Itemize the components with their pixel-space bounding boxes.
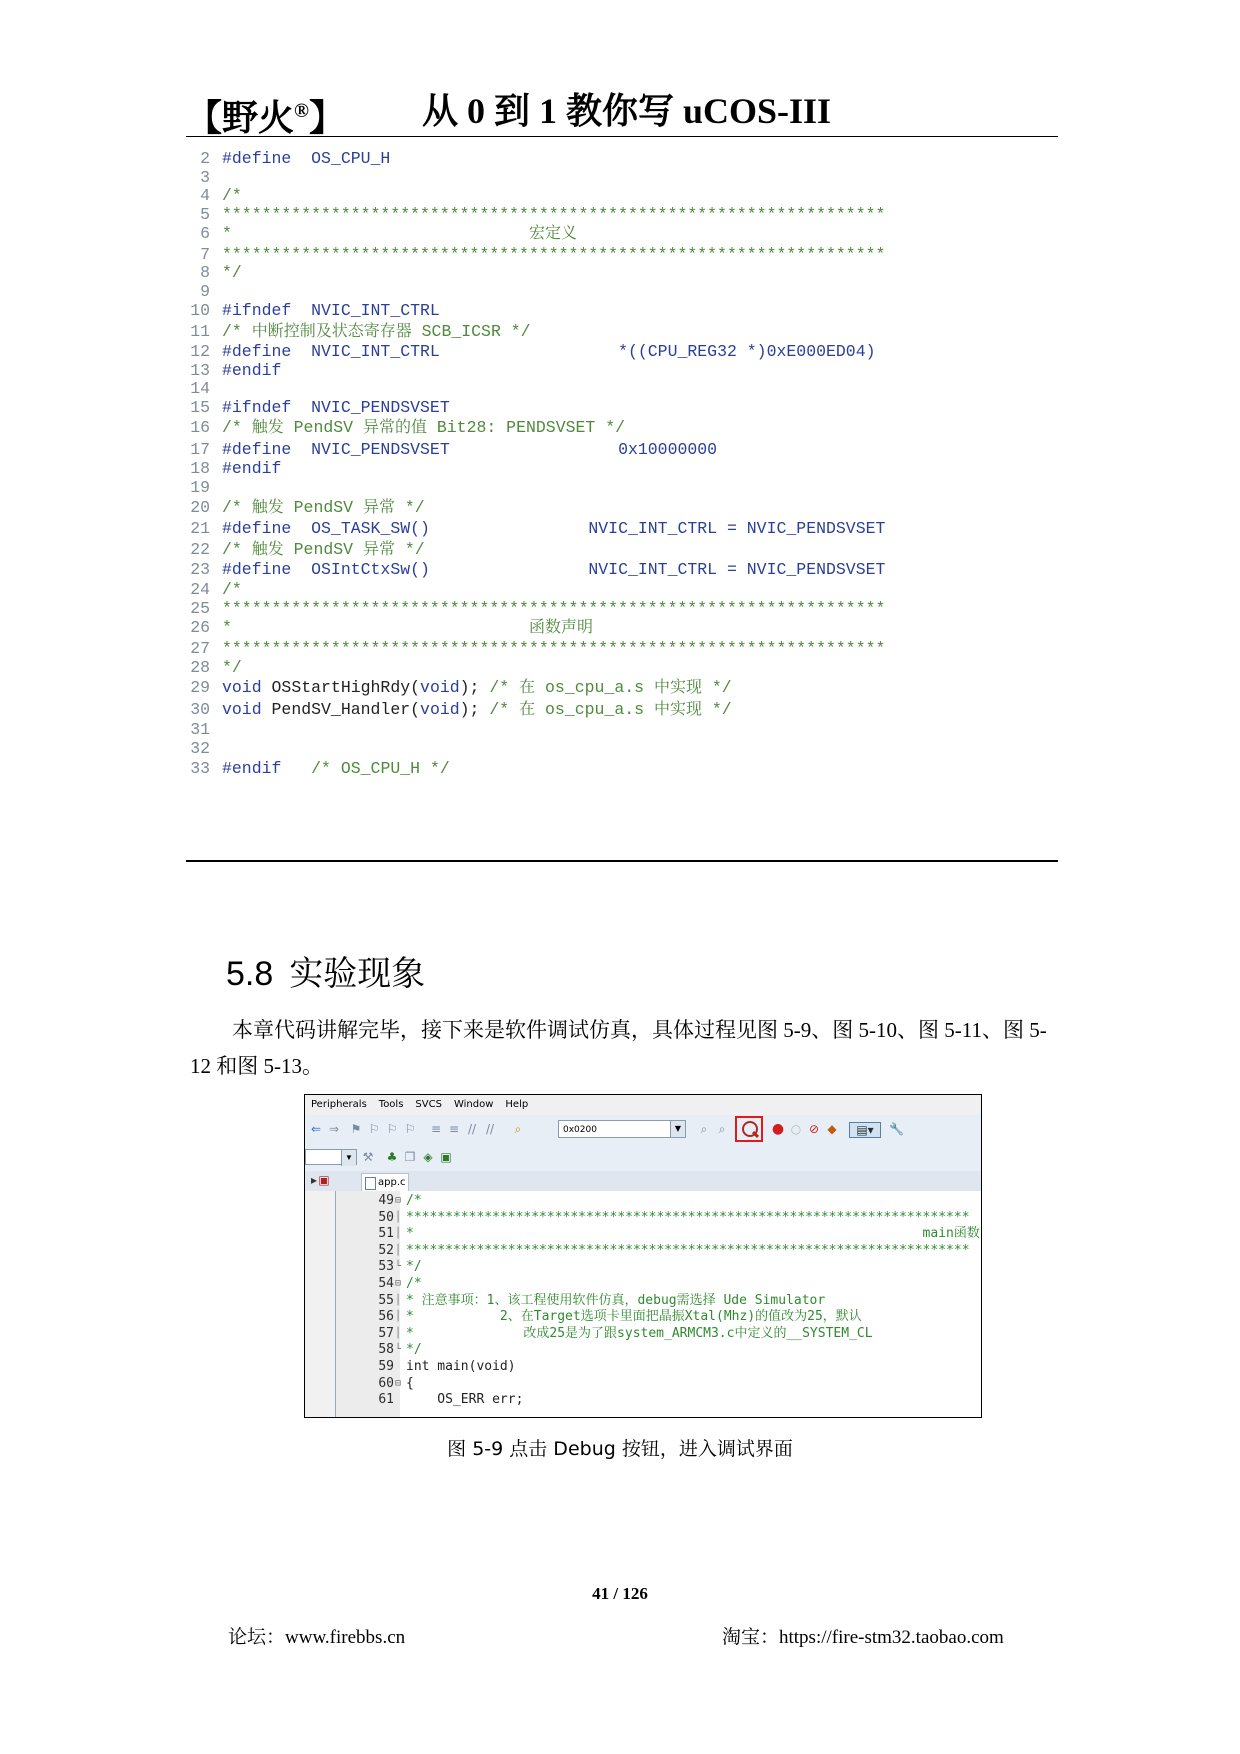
find-icon[interactable]: ⌕ — [700, 1122, 708, 1136]
section-heading — [226, 952, 425, 996]
code-token: void — [420, 678, 460, 697]
editor-line — [336, 1309, 982, 1326]
editor-line-text: * main函数 — [406, 1226, 980, 1242]
code-token: #define OSIntCtxSw() NVIC_INT_CTRL = NVIC_PENDSVSET — [222, 560, 886, 579]
breakpoint-disable-icon[interactable]: ○ — [790, 1122, 802, 1136]
code-token: * — [222, 224, 529, 243]
tab-app-c[interactable]: app.c — [361, 1173, 409, 1191]
editor-line-text: OS_ERR err; — [406, 1392, 524, 1408]
editor-line-number: 50 — [378, 1209, 394, 1225]
code-token: OSStartHighRdy( — [261, 678, 421, 697]
ide-menubar — [305, 1095, 981, 1115]
editor-line-text: ************************************************************************ — [406, 1209, 970, 1225]
editor-line — [336, 1342, 982, 1359]
menu-item-help[interactable]: Help — [505, 1099, 529, 1110]
editor-line-number: 56 — [378, 1309, 394, 1325]
page-header — [186, 86, 1058, 137]
editor-line — [336, 1210, 982, 1227]
copy-icon[interactable]: ❐ — [404, 1150, 416, 1164]
section-title: 实验现象 — [289, 954, 426, 994]
code-line — [186, 222, 1058, 244]
code-line — [186, 676, 1058, 698]
code-token: #endif — [222, 759, 282, 778]
code-token: ); — [459, 678, 490, 697]
editor-line — [336, 1376, 982, 1393]
code-line — [186, 538, 1058, 560]
code-token: /* — [222, 418, 252, 437]
line-number: 18 — [190, 459, 210, 478]
code-token: void — [420, 700, 460, 719]
editor-line-text: * 2、在Target选项卡里面把晶振Xtal(Mhz)的值改为25，默认 — [406, 1309, 862, 1325]
code-token: ******************************************************************* — [222, 205, 886, 224]
breakpoint-icon[interactable]: ● — [771, 1121, 785, 1137]
panel-icon[interactable]: ▸ — [310, 1173, 318, 1187]
code-token: /* — [222, 186, 242, 205]
ide-screenshot-figure — [304, 1094, 982, 1418]
code-line — [186, 320, 1058, 342]
line-number: 24 — [190, 580, 210, 599]
editor-line — [336, 1293, 982, 1310]
code-token: void — [222, 700, 262, 719]
line-number: 3 — [200, 168, 210, 187]
line-number: 13 — [190, 361, 210, 380]
code-token: */ — [222, 658, 242, 677]
code-editor[interactable] — [335, 1191, 982, 1417]
code-listing — [186, 148, 1058, 862]
wrench-icon[interactable]: 🔧 — [889, 1122, 904, 1136]
code-token: PendSV — [283, 498, 363, 517]
code-line — [186, 738, 1058, 760]
code-line — [186, 416, 1058, 438]
fold-marker-icon: │ — [395, 1294, 402, 1306]
line-number: 19 — [190, 478, 210, 497]
editor-line-number: 54 — [378, 1276, 394, 1291]
debug-button[interactable] — [735, 1116, 763, 1142]
indent-icon[interactable]: ≡ — [430, 1122, 442, 1136]
code-token: /* — [222, 322, 252, 341]
fold-marker-icon[interactable]: ⊟ — [395, 1278, 402, 1289]
code-line — [186, 616, 1058, 638]
ide-toolbar-target — [305, 1145, 981, 1172]
line-number: 8 — [200, 263, 210, 282]
close-icon[interactable]: ▣ — [318, 1173, 330, 1187]
bookmark-icon[interactable]: ⚑ — [350, 1122, 362, 1136]
code-line — [186, 559, 1058, 581]
editor-line-number: 52 — [378, 1242, 394, 1258]
fold-marker-icon: │ — [395, 1311, 402, 1323]
target-options-icon[interactable]: ⚒ — [362, 1150, 374, 1164]
code-token: 在 — [519, 677, 536, 696]
line-number: 32 — [190, 739, 210, 758]
code-token: #define NVIC_INT_CTRL *((CPU_REG32 *)0xE000ED04) — [222, 342, 876, 361]
brand-title: 【野火®】 — [186, 98, 345, 138]
code-token: 异常的值 — [362, 417, 427, 436]
line-number: 22 — [190, 540, 210, 559]
code-token: void — [222, 678, 262, 697]
code-token: PendSV_Handler( — [261, 700, 421, 719]
code-token: 中断控制及状态寄存器 — [251, 321, 412, 340]
chevron-down-icon[interactable]: ▼ — [341, 1150, 356, 1166]
incremental-find-icon[interactable]: ⌕ — [718, 1122, 726, 1136]
line-number: 17 — [190, 440, 210, 459]
code-token: Bit28: PENDSVSET */ — [426, 418, 626, 437]
bookmark-prev-icon[interactable]: ⚐ — [368, 1122, 380, 1136]
code-line — [186, 698, 1058, 720]
code-token: */ — [394, 540, 425, 559]
code-token: ******************************************************************* — [222, 639, 886, 658]
code-token: os_cpu_a.s — [535, 678, 654, 697]
code-token: 触发 — [251, 417, 284, 436]
target-combo[interactable]: 0x0200 ▼ — [558, 1120, 686, 1138]
comment-icon[interactable]: // — [467, 1122, 477, 1136]
line-number: 16 — [190, 418, 210, 437]
select-packs-icon[interactable]: ◈ — [423, 1150, 433, 1164]
line-number: 5 — [200, 205, 210, 224]
footer-forum-link[interactable]: 论坛：www.firebbs.cn — [228, 1627, 406, 1648]
line-number: 23 — [190, 560, 210, 579]
line-number: 30 — [190, 700, 210, 719]
editor-line-number: 55 — [378, 1292, 394, 1308]
code-token: */ — [394, 498, 425, 517]
editor-line-number: 53 — [378, 1259, 394, 1275]
editor-line-text: * 改成25是为了跟system_ARMCM3.c中定义的__SYSTEM_CL — [406, 1325, 873, 1341]
ide-toolbar-build — [305, 1115, 981, 1146]
code-token: #define OS_CPU_H — [222, 149, 391, 168]
code-token: 触发 — [251, 497, 284, 516]
unindent-icon[interactable]: ≡ — [448, 1122, 460, 1136]
fold-marker-icon: │ — [395, 1327, 402, 1339]
fold-marker-icon: │ — [395, 1211, 402, 1223]
code-token: os_cpu_a.s — [535, 700, 654, 719]
code-token: 触发 — [251, 539, 284, 558]
editor-tabbar — [305, 1171, 981, 1191]
code-token: 异常 — [362, 539, 395, 558]
code-token: #define NVIC_PENDSVSET 0x10000000 — [222, 440, 718, 459]
editor-line-text: { — [406, 1375, 414, 1391]
code-token: #ifndef NVIC_PENDSVSET — [222, 398, 450, 417]
editor-line — [336, 1259, 982, 1276]
code-token: 在 — [519, 699, 536, 718]
code-token: SCB_ICSR */ — [411, 322, 531, 341]
code-line — [186, 496, 1058, 518]
pack-installer-icon[interactable]: ▣ — [440, 1150, 452, 1164]
menu-item-window[interactable]: Window — [453, 1099, 494, 1110]
bookmark-next-icon[interactable]: ⚐ — [386, 1122, 398, 1136]
editor-line-number: 61 — [378, 1392, 394, 1408]
line-number: 28 — [190, 658, 210, 677]
line-number: 7 — [200, 245, 210, 264]
code-token: /* — [222, 540, 252, 559]
code-token: /* — [222, 498, 252, 517]
manage-project-icon[interactable]: ♣ — [386, 1150, 398, 1164]
body-paragraph: 本章代码讲解完毕，接下来是软件调试仿真，具体过程见图 5-9、图 5-10、图 5-11、图 5-12 和图 5-13。 — [190, 1018, 1047, 1078]
section-number: 5.8 — [226, 955, 274, 993]
code-token: /* — [489, 678, 520, 697]
code-token: PendSV — [283, 540, 363, 559]
line-number: 12 — [190, 342, 210, 361]
editor-line-text: int main(void) — [406, 1359, 516, 1374]
code-token: ******************************************************************* — [222, 599, 886, 618]
find-in-files-icon[interactable]: ⌕ — [514, 1122, 522, 1136]
fold-marker-icon[interactable]: ⊟ — [395, 1195, 402, 1206]
editor-line — [336, 1326, 982, 1343]
footer-shop-link[interactable]: 淘宝：https://fire-stm32.taobao.com — [722, 1627, 1004, 1648]
editor-line-number: 57 — [378, 1325, 394, 1341]
line-number: 25 — [190, 599, 210, 618]
editor-line-text: /* — [406, 1276, 422, 1291]
code-line — [186, 300, 1058, 322]
fold-marker-icon: │ — [395, 1244, 402, 1256]
code-token: /* — [489, 700, 520, 719]
window-layout-icon[interactable]: ▤▾ — [849, 1122, 881, 1138]
code-token: */ — [222, 263, 242, 282]
code-token: ******************************************************************* — [222, 245, 886, 264]
editor-line-number: 60 — [378, 1375, 394, 1391]
editor-line-number: 58 — [378, 1342, 394, 1358]
forward-arrow-icon[interactable]: ⇒ — [328, 1122, 340, 1136]
fold-marker-icon: └ — [395, 1344, 402, 1356]
code-token: #ifndef NVIC_INT_CTRL — [222, 301, 440, 320]
editor-line — [336, 1359, 982, 1376]
fold-marker-icon: │ — [395, 1228, 402, 1240]
figure-caption: 图 5-9 点击 Debug 按钮，进入调试界面 — [447, 1438, 793, 1460]
editor-line — [336, 1193, 982, 1210]
file-icon — [365, 1177, 376, 1190]
breakpoint-kill-all-icon[interactable]: ◆ — [827, 1122, 837, 1136]
line-number: 26 — [190, 618, 210, 637]
book-title: 从 0 到 1 教你写 uCOS-III — [422, 91, 832, 131]
line-number: 29 — [190, 678, 210, 697]
editor-line-number: 59 — [378, 1359, 394, 1374]
code-token: 宏定义 — [528, 223, 577, 242]
line-number: 4 — [200, 186, 210, 205]
editor-line — [336, 1276, 982, 1293]
uncomment-icon[interactable]: // — [485, 1122, 495, 1136]
fold-marker-icon: └ — [395, 1261, 402, 1273]
menu-item-tools[interactable]: Tools — [378, 1099, 404, 1110]
line-number: 33 — [190, 759, 210, 778]
code-token: PendSV — [283, 418, 363, 437]
editor-line-text: */ — [406, 1259, 422, 1275]
editor-line-number: 51 — [378, 1226, 394, 1242]
line-number: 11 — [190, 322, 210, 341]
code-token: * — [222, 618, 529, 637]
editor-line-text: */ — [406, 1342, 422, 1358]
code-token: */ — [701, 678, 732, 697]
code-token: ); — [459, 700, 490, 719]
back-arrow-icon[interactable]: ⇐ — [310, 1122, 322, 1136]
code-token: #endif — [222, 361, 282, 380]
code-token: /* OS_CPU_H */ — [281, 759, 450, 778]
breakpoint-disable-all-icon[interactable]: ⊘ — [808, 1122, 820, 1136]
bookmark-clear-icon[interactable]: ⚐ — [404, 1122, 416, 1136]
editor-line — [336, 1243, 982, 1260]
editor-line-text: /* — [406, 1193, 422, 1208]
code-token: #define OS_TASK_SW() NVIC_INT_CTRL = NVIC_PENDSVSET — [222, 519, 886, 538]
line-number: 21 — [190, 519, 210, 538]
code-token: 函数声明 — [528, 617, 593, 636]
project-combo[interactable] — [305, 1149, 357, 1165]
code-line — [186, 758, 1058, 780]
chevron-down-icon[interactable]: ▼ — [670, 1121, 685, 1137]
fold-marker-icon[interactable]: ⊟ — [395, 1377, 402, 1389]
editor-line-text: ************************************************************************ — [406, 1242, 970, 1258]
line-number: 6 — [200, 224, 210, 243]
menu-item-peripherals[interactable]: Peripherals — [311, 1099, 367, 1110]
code-token: 中实现 — [653, 699, 702, 718]
line-number: 27 — [190, 639, 210, 658]
page-number: 41 / 126 — [592, 1584, 648, 1603]
editor-line-text: * 注意事项：1、该工程使用软件仿真，debug需选择 Ude Simulator — [406, 1292, 826, 1308]
editor-line — [336, 1392, 982, 1409]
code-token: 中实现 — [653, 677, 702, 696]
code-token: 异常 — [362, 497, 395, 516]
line-number: 10 — [190, 301, 210, 320]
code-line — [186, 518, 1058, 540]
menu-item-svcs[interactable]: SVCS — [415, 1099, 442, 1110]
line-number: 20 — [190, 498, 210, 517]
code-token: /* — [222, 580, 242, 599]
line-number: 15 — [190, 398, 210, 417]
line-number: 2 — [200, 149, 210, 168]
code-token: #endif — [222, 459, 282, 478]
line-number: 31 — [190, 720, 210, 739]
editor-line-number: 49 — [378, 1193, 394, 1208]
code-token: */ — [701, 700, 732, 719]
line-number: 14 — [190, 379, 210, 398]
editor-line — [336, 1226, 982, 1243]
line-number: 9 — [200, 282, 210, 301]
